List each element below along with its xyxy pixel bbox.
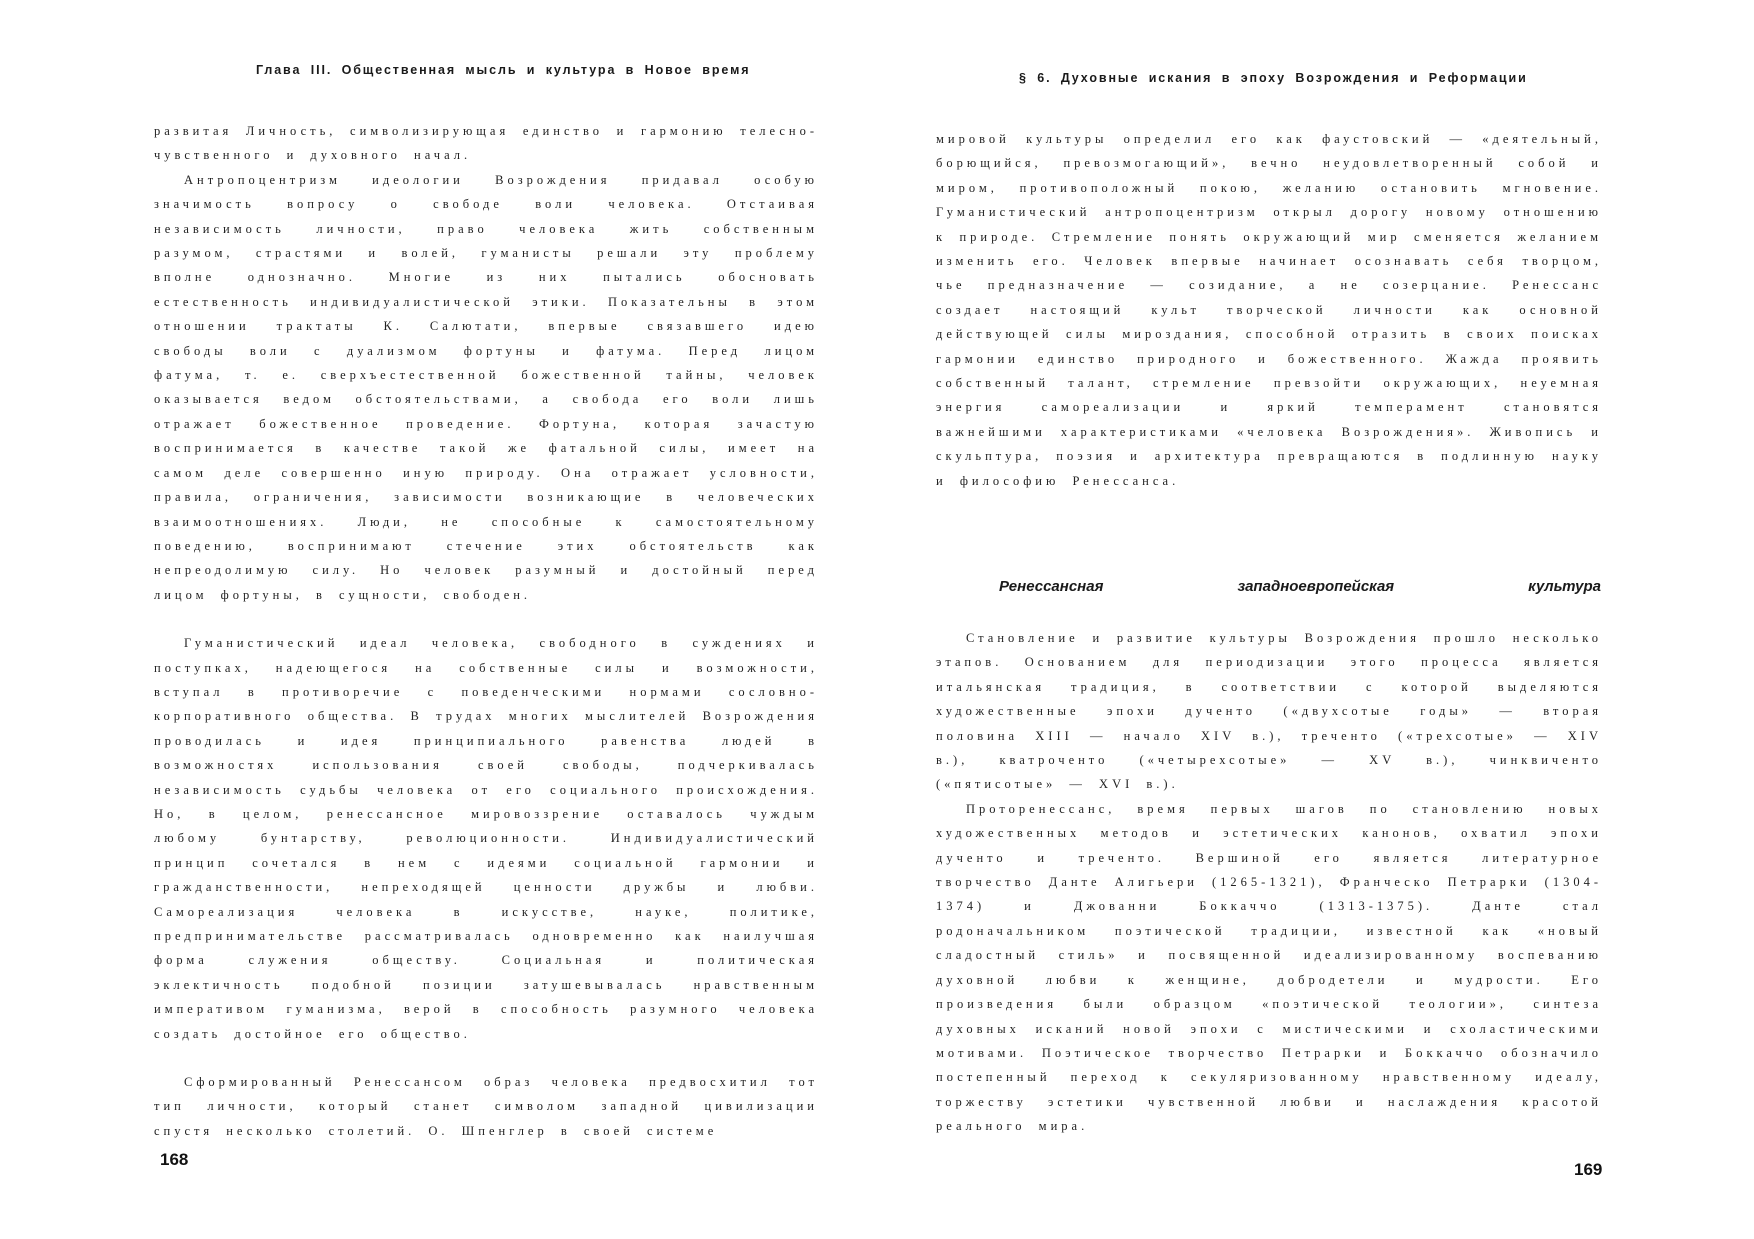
paragraph: Становление и развитие культуры Возрождения прошло несколько этапов. Основанием для периодизации этого процесса является итальянская традиция, в соответствии с которой выделяются художественные эпохи дученто («двухсотые годы» — вторая половина XIII — начало XIV в.), треченто («трехсотые» — XIV в.), кватроченто («четырехсотые» — XV в.), чинквиченто («пятисотые» — XVI в.).	[936, 631, 1602, 792]
page-number: 168	[160, 1150, 189, 1169]
paragraph: мировой культуры определил его как фаустовский — «деятельный, борющийся, превозмогающий», вечно неудовлетворенный собой и миром, противоположный покою, желанию остановить мгновение. Гуманистический антропоцентризм открыл дорогу новому отношению к природе. Стремление понять окружающий мир сменяется желанием изменить его. Человек впервые начинает осознавать себя творцом, чье предназначение — созидание, а не созерцание. Ренессанс создает настоящий культ творческой личности как основной действующей силы мироздания, способной отразить в своих поисках гармонии единство природного и божественного. Жажда проявить собственный талант, стремление превзойти окружающих, неуемная энергия самореализации и яркий темперамент становятся важнейшими характеристиками «человека Возрождения». Живопись и скульптура, поэзия и архитектура превращаются в подлинную науку и философию Ренессанса.	[936, 132, 1602, 488]
right-page	[877, 0, 1754, 1239]
right-page-body-top	[936, 127, 1602, 493]
paragraph: развитая Личность, символизирующая единство и гармонию телесно-чувственного и духовного начал.	[154, 124, 818, 163]
left-page-body	[154, 119, 818, 1143]
left-running-header: Глава III. Общественная мысль и культура в Новое время	[256, 63, 751, 77]
page-number: 169	[1574, 1160, 1603, 1179]
section-heading	[999, 578, 1601, 595]
paragraph: Проторенессанс, время первых шагов по становлению новых художественных методов и эстетических канонов, охватил эпохи дученто и треченто. Вершиной его является литературное творчество Данте Алигьери (1265-1321), Франческо Петрарки (1304-1374) и Джованни Боккаччо (1313-1375). Данте стал родоначальником поэтической традиции, известной как «новый сладостный стиль» и посвященной идеализированному воспеванию духовной любви к женщине, добродетели и мудрости. Его произведения были образцом «поэтической теологии», синтеза духовных исканий новой эпохи с мистическими и схоластическими мотивами. Поэтическое творчество Петрарки и Боккаччо обозначило постепенный переход к секуляризованному нравственному идеалу, торжеству эстетики чувственной любви и наслаждения красотой реального мира.	[936, 801, 1602, 1134]
right-page-body-bottom	[936, 626, 1602, 1139]
section-heading-word: Ренессансная	[999, 578, 1104, 595]
right-running-header: § 6. Духовные искания в эпоху Возрождения и Реформации	[1019, 71, 1528, 85]
section-heading-word: западноевропейская	[1237, 578, 1395, 595]
paragraph: Сформированный Ренессансом образ человека предвосхитил тот тип личности, который станет символом западной цивилизации спустя несколько столетий. О. Шпенглер в своей системе	[154, 1075, 818, 1138]
paragraph: Антропоцентризм идеологии Возрождения придавал особую значимость вопросу о свободе воли человека. Отстаивая независимость личности, право человека жить собственным разумом, страстями и волей, гуманисты решали эту проблему вполне однозначно. Многие из них пытались обосновать естественность индивидуалистической этики. Показательны в этом отношении трактаты К. Салютати, впервые связавшего идею свободы воли с дуализмом фортуны и фатума. Перед лицом фатума, т. е. сверхъестественной божественной тайны, человек оказывается ведом обстоятельствами, а свобода его воли лишь отражает божественное проведение. Фортуна, которая зачастую воспринимается в качестве такой же фатальной силы, имеет на самом деле совершенно иную природу. Она отражает условности, правила, ограничения, зависимости возникающие в человеческих взаимоотношениях. Люди, не способные к самостоятельному поведению, воспринимают стечение этих обстоятельств как непреодолимую силу. Но человек разумный и достойный перед лицом фортуны, в сущности, свободен.	[154, 172, 818, 602]
paragraph: Гуманистический идеал человека, свободного в суждениях и поступках, надеющегося на собственные силы и возможности, вступал в противоречие с поведенческими нормами сословно-корпоративного общества. В трудах многих мыслителей Возрождения проводилась и идея принципиального равенства людей в возможностях использования своей свободы, подчеркивалась независимость судьбы человека от его социального происхождения. Но, в целом, ренессансное мировоззрение оставалось чуждым любому бунтарству, революционности. Индивидуалистический принцип сочетался в нем с идеями социальной гармонии и гражданственности, непреходящей ценности дружбы и любви. Самореализация человека в искусстве, науке, политике, предпринимательстве рассматривалась одновременно как наилучшая форма служения обществу. Социальная и политическая эклектичность подобной позиции затушевывалась нравственным императивом гуманизма, верой в способность разумного человека создать достойное его общество.	[154, 636, 818, 1041]
section-heading-word: культура	[1528, 578, 1601, 595]
